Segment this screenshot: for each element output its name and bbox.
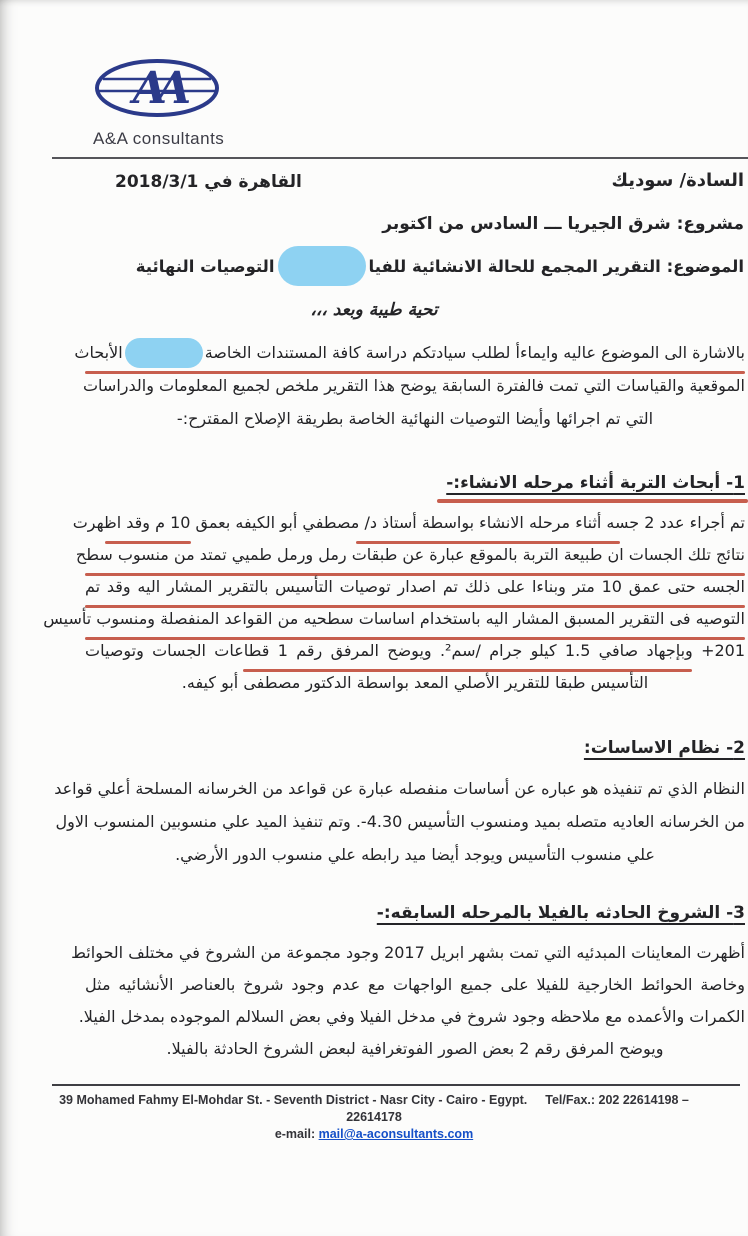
subject-line: [30, 246, 744, 286]
paragraph-line: التوصيه فى التقرير المسبق المشار اليه باستخدام اساسات سطحيه من القواعد المنفصلة ومنسوب تأسيس: [85, 603, 745, 635]
paragraph-line: تم أجراء عدد 2 جسه أثناء مرحله الانشاء بواسطة أستاذ د/ مصطفي أبو الكيفه بعمق 10 م وقد اظهرت: [85, 507, 745, 539]
company-logo: [93, 58, 224, 149]
paragraph-line: النظام الذي تم تنفيذه هو عباره عن أساسات منفصله عبارة عن قواعد من الخرسانه المسلحة أعلي قواعد: [54, 779, 745, 798]
paragraph-line: الموقعية والقياسات التي تمت فالفترة السابقة يوضح هذا التقرير ملخص لجميع المعلومات والدراسات: [82, 376, 745, 395]
svg-text:AA: AA: [132, 63, 182, 114]
paragraph-line: 201+ وبإجهاد صافي 1.5 كيلو جرام /سم². ويوضح المرفق رقم 1 قطاعات الجسات وتوصيات: [85, 635, 745, 667]
red-underline-annotation: [437, 499, 748, 503]
paragraph-line: نتائج تلك الجسات ان طبيعة التربة بالموقع عبارة عن طبقات رمل ورمل طميي تمتد من منسوب سطح: [85, 539, 745, 571]
paragraph-line: علي منسوب التأسيس ويوجد أيضا ميد رابطه علي منسوب الدور الأرضي.: [175, 845, 655, 864]
footer: [36, 1092, 712, 1143]
project-line: مشروع: شرق الجيريا ـــ السادس من اكتوبر: [382, 214, 744, 234]
section-soil-investigations: [43, 473, 746, 699]
header-divider: [52, 157, 748, 159]
paragraph-line: أظهرت المعاينات المبدئيه التي تمت بشهر ابريل 2017 وجود مجموعة من الشروخ في مختلف الحوائط: [71, 943, 745, 962]
footer-address: 39 Mohamed Fahmy El-Mohdar St. - Seventh District - Nasr City - Cairo - Egypt.: [59, 1093, 528, 1107]
intro-line1-suffix: الأبحاث: [74, 343, 123, 362]
greeting-line: تحية طيبة وبعد ،،،: [310, 300, 438, 320]
paragraph-line: التي تم اجرائها وأيضا التوصيات النهائية الخاصة بطريقة الإصلاح المقترح:-: [176, 409, 654, 428]
city-date-line: القاهرة في 2018/3/1: [115, 172, 302, 192]
footer-divider: [52, 1084, 740, 1086]
paragraph-line: الكمرات والأعمده مع ملاحظه وجود شروخ في مدخل الفيلا وفي بعض السلالم الموجوده بمدخل الفيلا.: [78, 1007, 745, 1026]
section-heading: 3- الشروخ الحادثه بالفيلا بالمرحله السابقه:-: [376, 903, 745, 923]
paragraph-line: من الخرسانه العاديه متصله بميد ومنسوب التأسيس 4.30-. وتم تنفيذ الميد علي منسوبين المنسوب الاول: [55, 812, 745, 831]
paragraph-line: وخاصة الحوائط الخارجية للفيلا على جميع الواجهات مع عدم وجود شروخ بالعناصر الأنشائيه مثل: [85, 975, 745, 994]
redaction-blob: [125, 338, 203, 368]
aa-logo-icon: [93, 58, 221, 120]
paragraph-line: التأسيس طبقا للتقرير الأصلي المعد بواسطة الدكتور مصطفى أبو كيفه.: [181, 673, 649, 692]
section-heading: 1- أبحاث التربة أثناء مرحله الانشاء:-: [446, 473, 745, 493]
footer-email-label: e-mail:: [274, 1127, 316, 1141]
footer-email-link[interactable]: mail@a-aconsultants.com: [318, 1127, 474, 1141]
recipient-line: السادة/ سوديك: [611, 170, 744, 191]
paragraph-line: ويوضح المرفق رقم 2 بعض الصور الفوتغرافية لبعض الشروخ الحادثة بالفيلا.: [166, 1039, 664, 1058]
section-foundation-system: [54, 738, 745, 871]
intro-paragraph: [74, 336, 745, 435]
redaction-blob: [278, 246, 366, 286]
subject-prefix: الموضوع: التقرير المجمع للحالة الانشائية للفيا: [368, 257, 744, 276]
paragraph-line: [74, 336, 745, 369]
subject-suffix: التوصيات النهائية: [135, 257, 275, 276]
footer-phone2: 22614178: [346, 1110, 402, 1124]
section-villa-cracks: [71, 903, 745, 1065]
footer-email-line: [36, 1126, 712, 1143]
section-heading: 2- نظام الاساسات:: [583, 738, 745, 758]
footer-address-line: [36, 1092, 712, 1109]
paragraph-line: الجسه حتى عمق 10 متر وبناءا على ذلك تم اصدار توصيات التأسيس بالتقرير المشار اليه وقد تم: [85, 571, 745, 603]
intro-line1-prefix: بالاشارة الى الموضوع عاليه وايماءأ لطلب سيادتكم دراسة كافة المستندات الخاصة: [204, 343, 745, 362]
footer-telfax: Tel/Fax.: 202 22614198 –: [545, 1093, 689, 1107]
logo-caption: A&A consultants: [93, 129, 225, 148]
